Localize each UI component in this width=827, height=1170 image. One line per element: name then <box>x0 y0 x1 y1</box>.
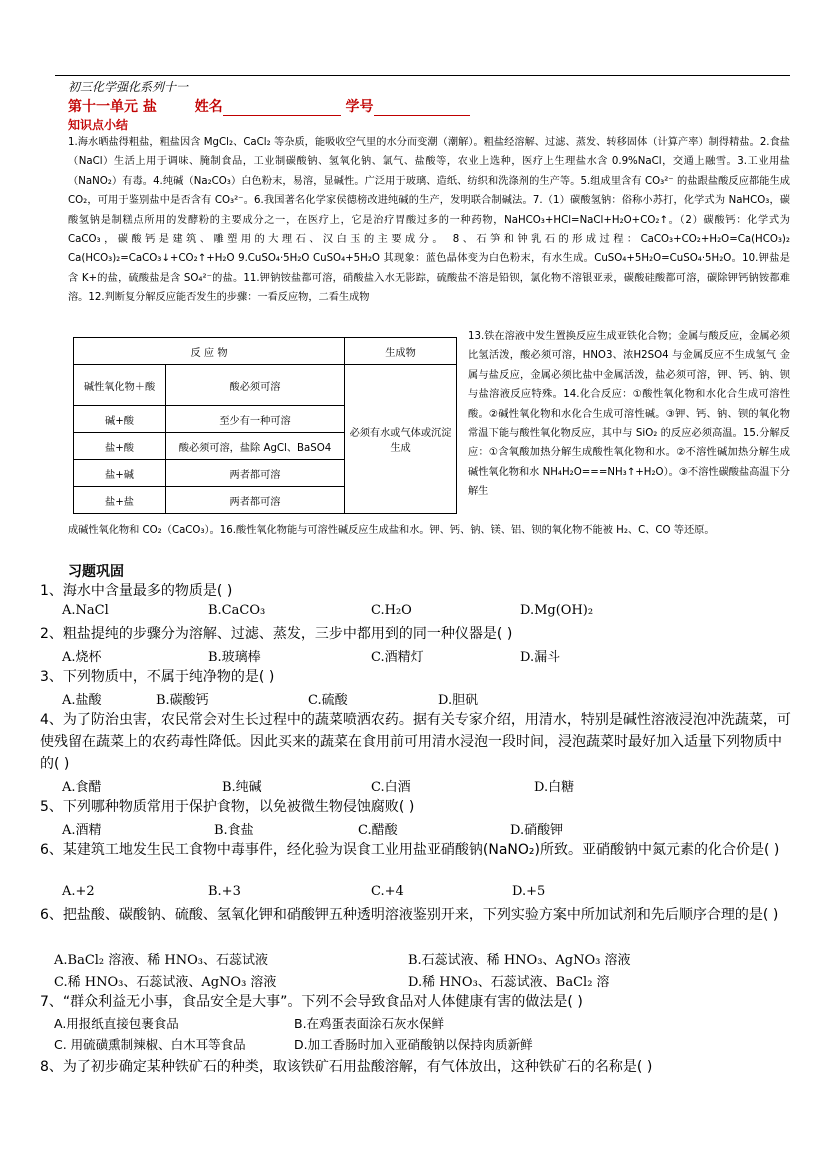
option-a[interactable]: A.酒精 <box>62 823 102 838</box>
table-cell-pair: 盐+盐 <box>74 487 166 514</box>
option-c[interactable]: C. 用硫磺熏制辣椒、白木耳等食品 <box>54 1037 246 1052</box>
question-options <box>62 689 792 709</box>
summary-right-column: 13.铁在溶液中发生置换反应生成亚铁化合物；金属与酸反应，金属必须比氢活泼，酸必须可溶，HNO3、浓H2SO4 与金属反应不生成氢气 金属与盐反应，金属必须比盐中金属活泼，盐必须可溶，钾、钙、钠、钡与盐溶液反应特殊。14.化合反应：①酸性氧化物和水化合生成可溶性酸。②碱性氧化物和水化合生成可溶性碱。③钾、钙、钠、钡的氧化物常温下能与酸性氧化物反应，其中与 SiO₂ 的反应必须高温。15.分解反应：①含氧酸加热分解生成酸性氧化物和水。②不溶性碱加热分解生成碱性氧化物和水 NH₄H₂O===NH₃↑+H₂O）。③不溶性碳酸盐高温下分解生 <box>468 331 790 498</box>
option-d[interactable]: D.白糖 <box>534 780 575 795</box>
table-cell-products-note: 必须有水或气体或沉淀生成 <box>345 365 457 514</box>
option-d[interactable]: D.漏斗 <box>520 650 561 665</box>
table-cell-pair: 碱性氧化物＋酸 <box>74 365 166 406</box>
option-a[interactable]: A.BaCl₂ 溶液、稀 HNO₃、石蕊试液 <box>54 953 268 968</box>
table-cell-condition: 至少有一种可溶 <box>166 406 345 433</box>
option-b[interactable]: B.食盐 <box>214 823 254 838</box>
option-c[interactable]: C.醋酸 <box>358 823 398 838</box>
option-d[interactable]: D.胆矾 <box>438 693 479 708</box>
table-cell-condition: 酸必须可溶，盐除 AgCl、BaSO4 <box>166 433 345 460</box>
name-label: 姓名 <box>194 99 223 115</box>
question-stem: 2、粗盐提纯的步骤分为溶解、过滤、蒸发，三步中都用到的同一种仪器是( ) <box>40 626 513 642</box>
option-d[interactable]: D.稀 HNO₃、石蕊试液、BaCl₂ 溶 <box>408 975 610 990</box>
series-title: 初三化学强化系列十一 <box>68 80 189 94</box>
exercises-title: 习题巩固 <box>68 564 124 580</box>
option-b[interactable]: B.在鸡蛋表面涂石灰水保鲜 <box>294 1016 445 1031</box>
option-c[interactable]: C.H₂O <box>371 603 412 618</box>
option-b[interactable]: B.玻璃棒 <box>208 650 261 665</box>
unit-title: 第十一单元 盐 <box>68 99 157 115</box>
option-a[interactable]: A.食醋 <box>62 780 102 795</box>
table-cell-condition: 两者都可溶 <box>166 487 345 514</box>
option-c[interactable]: C.硫酸 <box>308 693 348 708</box>
question-stem: 1、海水中含量最多的物质是( ) <box>40 583 233 599</box>
table-header-products: 生成物 <box>345 338 457 365</box>
table-cell-condition: 两者都可溶 <box>166 460 345 487</box>
option-a[interactable]: A.烧杯 <box>62 650 102 665</box>
option-d[interactable]: D.硝酸钾 <box>510 823 564 838</box>
question-options <box>54 971 792 991</box>
summary-paragraph: 1.海水晒盐得粗盐，粗盐因含 MgCl₂、CaCl₂ 等杂质，能吸收空气里的水分而变潮（潮解）。粗盐经溶解、过滤、蒸发、转移固体（计算产率）制得精盐。2.食盐（NaCl）生活上用于调味、腌制食品，工业制碳酸钠、氢氧化钠、氯气、盐酸等，农业上选种，医疗上生理盐水含 0.9%NaCl，交通上融雪。3.工业用盐（NaNO₂）有毒。4.纯碱（Na₂CO₃）白色粉末，易溶，显碱性。广泛用于玻璃、造纸、纺织和洗涤剂的生产等。5.组成里含有 CO₃²⁻ 的盐跟盐酸反应都能生成 CO₂，可用于鉴别盐中是否含有 CO₃²⁻。6.我国著名化学家侯德榜改进纯碱的生产，发明联合制碱法。7.（1）碳酸氢钠：俗称小苏打，化学式为 NaHCO₃，碳酸氢钠是制糕点所用的发酵粉的主要成分之一，在医疗上，它是治疗胃酸过多的一种药物，NaHCO₃+HCl=NaCl+H₂O+CO₂↑。（2）碳酸钙：化学式为 CaCO₃，碳酸钙是建筑、雕塑用的大理石、汉白玉的主要成分。 8、石笋和钟乳石的形成过程：CaCO₃+CO₂+H₂O=Ca(HCO₃)₂ Ca(HCO₃)₂=CaCO₃↓+CO₂↑+H₂O 9.CuSO₄·5H₂O CuSO₄+5H₂O 其现象：蓝色晶体变为白色粉末，有水生成。CuSO₄+5H₂O=CuSO₄·5H₂O。10.钾盐是含 K+的盐，硫酸盐是含 SO₄²⁻的盐。11.钾钠铵盐都可溶，硝酸盐入水无影踪，硫酸盐不溶是铅钡，氯化物不溶银亚汞，碳酸硅酸都可溶，碳除钾钙钠铵都难溶。12.判断复分解反应能否发生的步骤：一看反应物，二看生成物 <box>68 137 790 304</box>
option-c[interactable]: C.白酒 <box>371 780 411 795</box>
reaction-table <box>73 337 457 514</box>
question-options <box>62 603 792 623</box>
option-b[interactable]: B.石蕊试液、稀 HNO₃、AgNO₃ 溶液 <box>408 953 631 968</box>
unit-heading <box>68 96 470 116</box>
option-c[interactable]: C.稀 HNO₃、石蕊试液、AgNO₃ 溶液 <box>54 975 277 990</box>
option-a[interactable]: A.盐酸 <box>62 693 102 708</box>
option-d[interactable]: D.+5 <box>512 884 546 899</box>
question-options <box>54 949 792 969</box>
question-stem: 6、把盐酸、碳酸钠、硫酸、氢氧化钾和硝酸钾五种透明溶液鉴别开来，下列实验方案中所加试剂和先后顺序合理的是( ) <box>40 907 779 923</box>
summary-after-table: 成碱性氧化物和 CO₂（CaCO₃）。16.酸性氧化物能与可溶性碱反应生成盐和水。钾、钙、钠、镁、铝、钡的氧化物不能被 H₂、C、CO 等还原。 <box>68 525 715 536</box>
question-options <box>54 1035 792 1055</box>
option-c[interactable]: C.+4 <box>371 884 404 899</box>
question-options <box>62 884 792 904</box>
question-options <box>62 646 792 666</box>
question-options <box>62 819 792 839</box>
table-cell-condition: 酸必须可溶 <box>166 365 345 406</box>
summary-text <box>68 133 790 308</box>
question-stem: 3、下列物质中，不属于纯净物的是( ) <box>40 669 275 685</box>
question-stem: 4、为了防治虫害，农民常会对生长过程中的蔬菜喷洒农药。据有关专家介绍，用清水，特别是碱性溶液浸泡冲洗蔬菜，可使残留在蔬菜上的农药毒性降低。因此买来的蔬菜在食用前可用清水浸泡一段时间，浸泡蔬菜时最好加入适量下列物质中的( ) <box>40 712 791 772</box>
option-d[interactable]: D.加工香肠时加入亚硝酸钠以保持肉质新鲜 <box>294 1037 533 1052</box>
header-rule <box>55 75 790 76</box>
option-c[interactable]: C.酒精灯 <box>371 650 424 665</box>
option-a[interactable]: A.+2 <box>62 884 95 899</box>
table-header-reactants: 反 应 物 <box>74 338 345 365</box>
question-options <box>62 776 792 796</box>
question-stem: 5、下列哪种物质常用于保护食物，以免被微生物侵蚀腐败( ) <box>40 799 415 815</box>
name-blank[interactable] <box>223 115 341 116</box>
question-stem: 6、某建筑工地发生民工食物中毒事件，经化验为误食工业用盐亚硝酸钠(NaNO₂)所致。亚硝酸钠中氮元素的化合价是( ) <box>40 842 780 858</box>
option-b[interactable]: B.纯碱 <box>222 780 262 795</box>
id-label: 学号 <box>345 99 374 115</box>
question-stem: 7、“群众利益无小事，食品安全是大事”。下列不会导致食品对人体健康有害的做法是( ) <box>40 994 583 1010</box>
option-a[interactable]: A.用报纸直接包裹食品 <box>54 1016 179 1031</box>
question-options <box>54 1014 792 1034</box>
question-stem: 8、为了初步确定某种铁矿石的种类，取该铁矿石用盐酸溶解，有气体放出，这种铁矿石的名称是( ) <box>40 1059 653 1075</box>
option-b[interactable]: B.碳酸钙 <box>156 693 209 708</box>
table-cell-pair: 盐+酸 <box>74 433 166 460</box>
summary-title: 知识点小结 <box>68 118 129 132</box>
option-a[interactable]: A.NaCl <box>62 603 109 618</box>
option-b[interactable]: B.+3 <box>208 884 241 899</box>
table-cell-pair: 盐+碱 <box>74 460 166 487</box>
table-cell-pair: 碱+酸 <box>74 406 166 433</box>
id-blank[interactable] <box>374 115 470 116</box>
option-b[interactable]: B.CaCO₃ <box>208 603 266 618</box>
option-d[interactable]: D.Mg(OH)₂ <box>520 603 594 618</box>
